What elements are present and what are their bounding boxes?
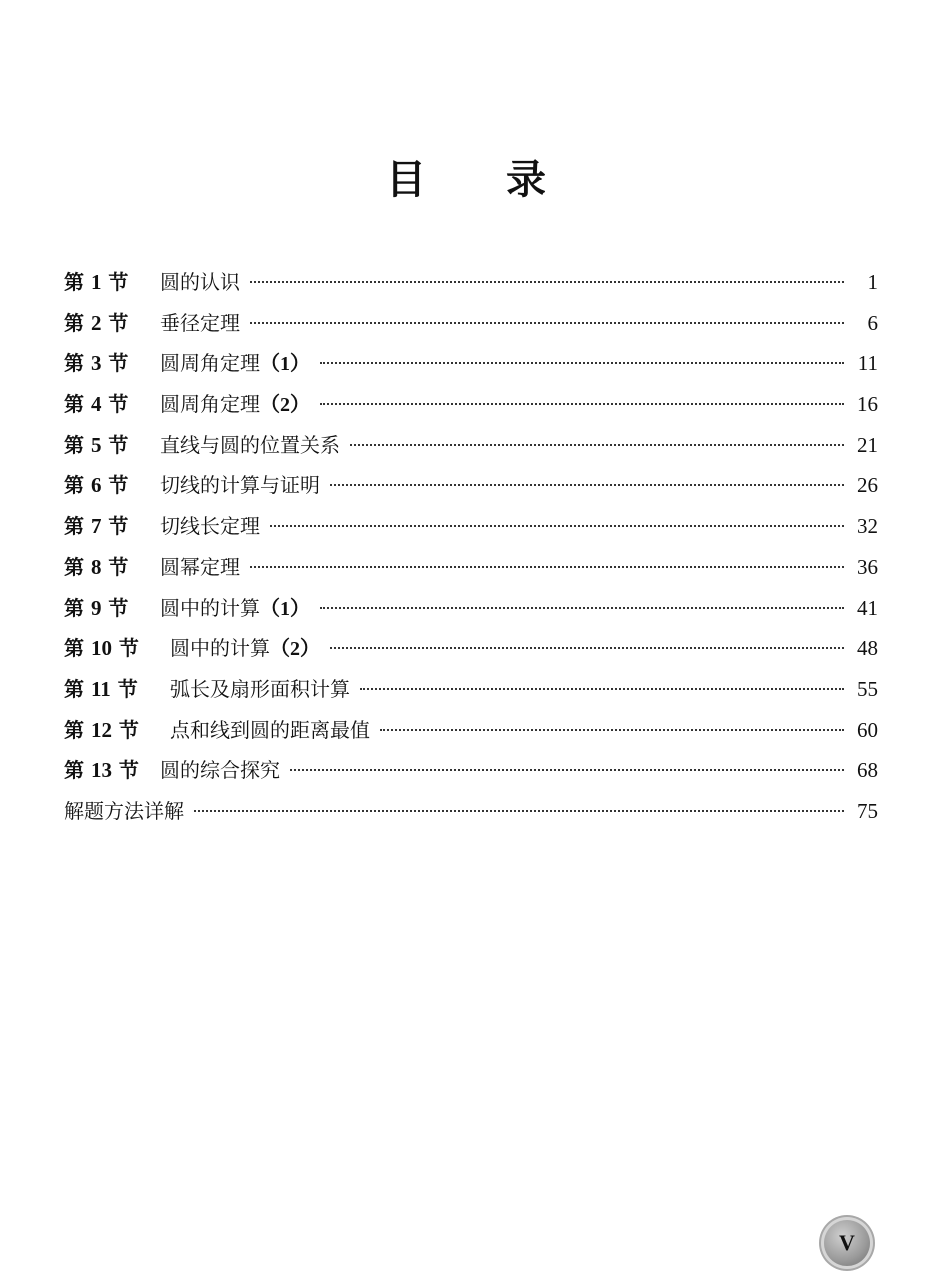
dot-leader [270, 525, 844, 527]
page-marker-text: V [839, 1230, 855, 1255]
section-number: 第 2 节 [64, 310, 129, 335]
page-number: 68 [857, 758, 878, 783]
dot-leader [320, 362, 844, 364]
section-title: 圆的综合探究 [160, 758, 280, 783]
section-title: 圆幂定理 [160, 554, 240, 579]
section-number: 第 1 节 [64, 270, 129, 294]
page-number: 36 [857, 554, 878, 579]
page-number: 75 [857, 798, 878, 823]
section-title: 圆的认识 [160, 270, 240, 294]
page-number: 48 [857, 636, 878, 661]
section-title: 垂径定理 [160, 310, 240, 335]
dot-leader [194, 810, 844, 812]
dot-leader [290, 769, 844, 771]
page-marker-badge [824, 1220, 870, 1266]
section-number: 第 12 节 [64, 717, 139, 742]
dot-leader [250, 566, 844, 568]
section-number: 第 13 节 [64, 758, 139, 783]
section-title: 弧长及扇形面积计算 [170, 676, 350, 701]
page-number: 16 [857, 392, 878, 417]
section-title: 圆中的计算（1） [160, 595, 310, 620]
toc-entry[interactable] [64, 592, 878, 633]
toc-entry[interactable] [64, 754, 878, 795]
toc-entry-appendix[interactable] [64, 795, 878, 836]
dot-leader [320, 403, 844, 405]
section-title: 切线长定理 [160, 514, 260, 539]
section-number: 第 6 节 [64, 473, 129, 498]
section-number: 第 5 节 [64, 432, 129, 457]
dot-leader [250, 281, 844, 283]
dot-leader [350, 444, 844, 446]
section-title: 解题方法详解 [64, 798, 184, 823]
dot-leader [360, 688, 844, 690]
section-title: 圆周角定理（2） [160, 392, 310, 417]
toc-entry[interactable] [64, 714, 878, 755]
table-of-contents [64, 266, 878, 836]
page-number: 60 [857, 717, 878, 742]
section-title: 圆中的计算（2） [170, 636, 320, 661]
toc-entry[interactable] [64, 510, 878, 551]
toc-entry[interactable] [64, 673, 878, 714]
section-title: 点和线到圆的距离最值 [170, 717, 370, 742]
toc-entry[interactable] [64, 429, 878, 470]
page-number: 11 [857, 351, 878, 376]
section-title: 切线的计算与证明 [160, 473, 320, 498]
page-number: 32 [857, 514, 878, 539]
section-number: 第 4 节 [64, 392, 129, 417]
page-number: 21 [857, 432, 878, 457]
dot-leader [250, 322, 844, 324]
toc-entry[interactable] [64, 469, 878, 510]
page-number: 55 [857, 676, 878, 701]
toc-entry[interactable] [64, 551, 878, 592]
page-number: 1 [867, 270, 878, 294]
dot-leader [380, 729, 844, 731]
section-number: 第 3 节 [64, 351, 129, 376]
toc-entry[interactable] [64, 347, 878, 388]
section-title: 圆周角定理（1） [160, 351, 310, 376]
page-number: 26 [857, 473, 878, 498]
section-number: 第 11 节 [64, 676, 138, 701]
toc-entry[interactable] [64, 388, 878, 429]
page-number: 6 [867, 310, 878, 335]
section-number: 第 8 节 [64, 554, 129, 579]
section-number: 第 9 节 [64, 595, 129, 620]
section-number: 第 7 节 [64, 514, 129, 539]
dot-leader [330, 484, 844, 486]
section-number: 第 10 节 [64, 636, 139, 661]
toc-entry[interactable] [64, 632, 878, 673]
page-number: 41 [857, 595, 878, 620]
toc-entry[interactable] [64, 266, 878, 307]
dot-leader [320, 607, 844, 609]
page-title: 目 录 [386, 157, 546, 203]
dot-leader [330, 647, 844, 649]
toc-entry[interactable] [64, 307, 878, 348]
section-title: 直线与圆的位置关系 [160, 432, 340, 457]
